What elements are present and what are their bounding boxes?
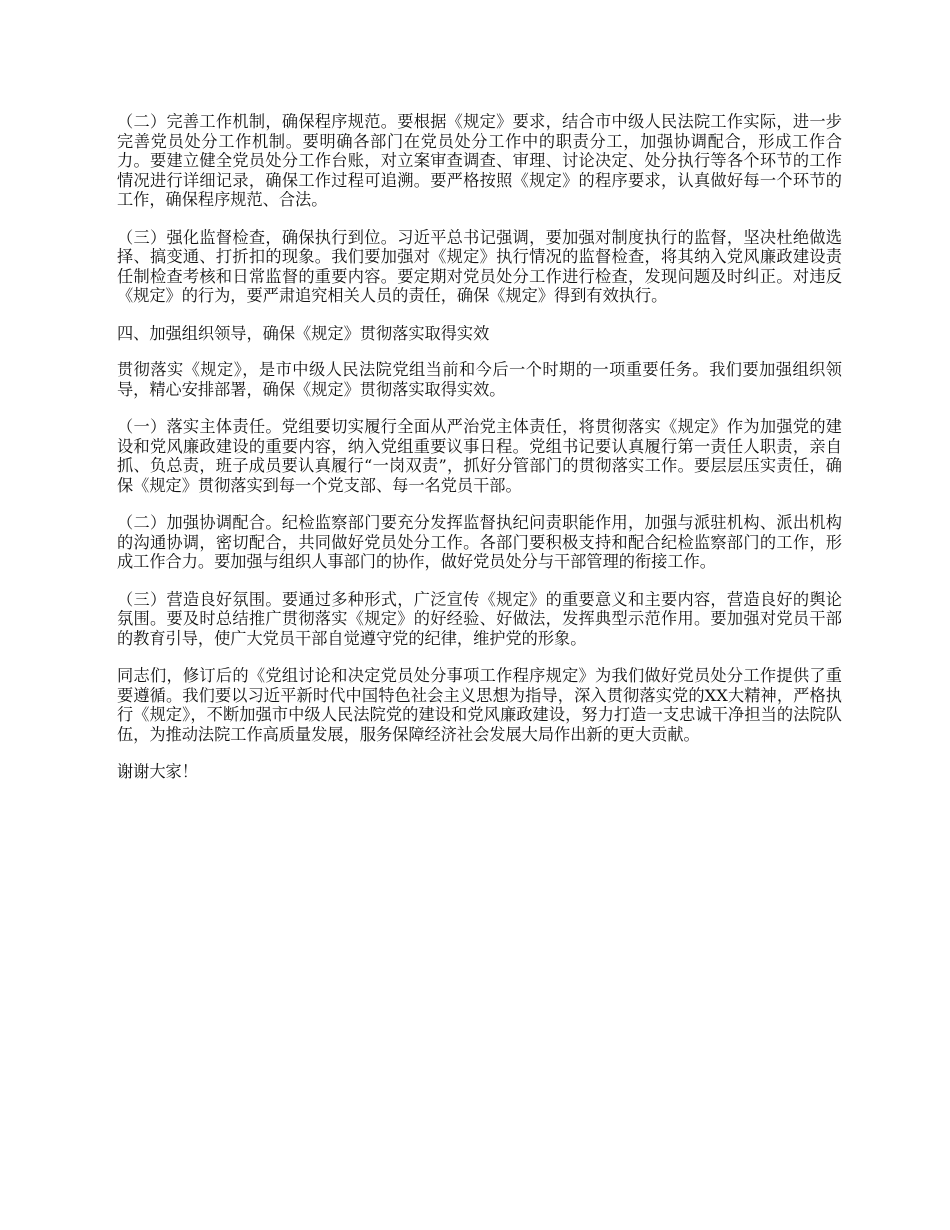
paragraph-leadership-intro: 贯彻落实《规定》，是市中级人民法院党组当前和今后一个时期的一项重要任务。我们要加强组织领导，精心安排部署，确保《规定》贯彻落实取得实效。 (117, 360, 842, 399)
paragraph-responsibility: （一）落实主体责任。党组要切实履行全面从严治党主体责任，将贯彻落实《规定》作为加强党的建设和党风廉政建设的重要内容，纳入党组重要议事日程。党组书记要认真履行第一责任人职责，亲自抓、负总责，班子成员要认真履行“一岗双责”，抓好分管部门的贯彻落实工作。要层层压实责任，确保《规定》贯彻落实到每一个党支部、每一名党员干部。 (117, 417, 842, 495)
paragraph-coordination: （二）加强协调配合。纪检监察部门要充分发挥监督执纪问责职能作用，加强与派驻机构、派出机构的沟通协调，密切配合，共同做好党员处分工作。各部门要积极支持和配合纪检监察部门的工作，形成工作合力。要加强与组织人事部门的协作，做好党员处分与干部管理的衔接工作。 (117, 513, 842, 571)
document-body (117, 112, 842, 800)
section-heading-leadership: 四、加强组织领导，确保《规定》贯彻落实取得实效 (117, 323, 490, 343)
paragraph-mechanism: （二）完善工作机制，确保程序规范。要根据《规定》要求，结合市中级人民法院工作实际，进一步完善党员处分工作机制。要明确各部门在党员处分工作中的职责分工，加强协调配合，形成工作合力。要建立健全党员处分工作台账，对立案审查调查、审理、讨论决定、处分执行等各个环节的工作情况进行详细记录，确保工作过程可追溯。要严格按照《规定》的程序要求，认真做好每一个环节的工作，确保程序规范、合法。 (117, 112, 842, 209)
paragraph-atmosphere: （三）营造良好氛围。要通过多种形式，广泛宣传《规定》的重要意义和主要内容，营造良好的舆论氛围。要及时总结推广贯彻落实《规定》的好经验、好做法，发挥典型示范作用。要加强对党员干部的教育引导，使广大党员干部自觉遵守党的纪律，维护党的形象。 (117, 589, 842, 648)
paragraph-thanks: 谢谢大家！ (117, 762, 198, 781)
paragraph-conclusion: 同志们，修订后的《党组讨论和决定党员处分事项工作程序规定》为我们做好党员处分工作提供了重要遵循。我们要以习近平新时代中国特色社会主义思想为指导，深入贯彻落实党的XX大精神，严格执行《规定》，不断加强市中级人民法院党的建设和党风廉政建设，努力打造一支忠诚干净担当的法院队伍，为推动法院工作高质量发展，服务保障经济社会发展大局作出新的更大贡献。 (117, 666, 842, 744)
paragraph-supervision: （三）强化监督检查，确保执行到位。习近平总书记强调，要加强对制度执行的监督，坚决杜绝做选择、搞变通、打折扣的现象。我们要加强对《规定》执行情况的监督检查，将其纳入党风廉政建设责任制检查考核和日常监督的重要内容。要定期对党员处分工作进行检查，发现问题及时纠正。对违反《规定》的行为，要严肃追究相关人员的责任，确保《规定》得到有效执行。 (117, 227, 842, 305)
